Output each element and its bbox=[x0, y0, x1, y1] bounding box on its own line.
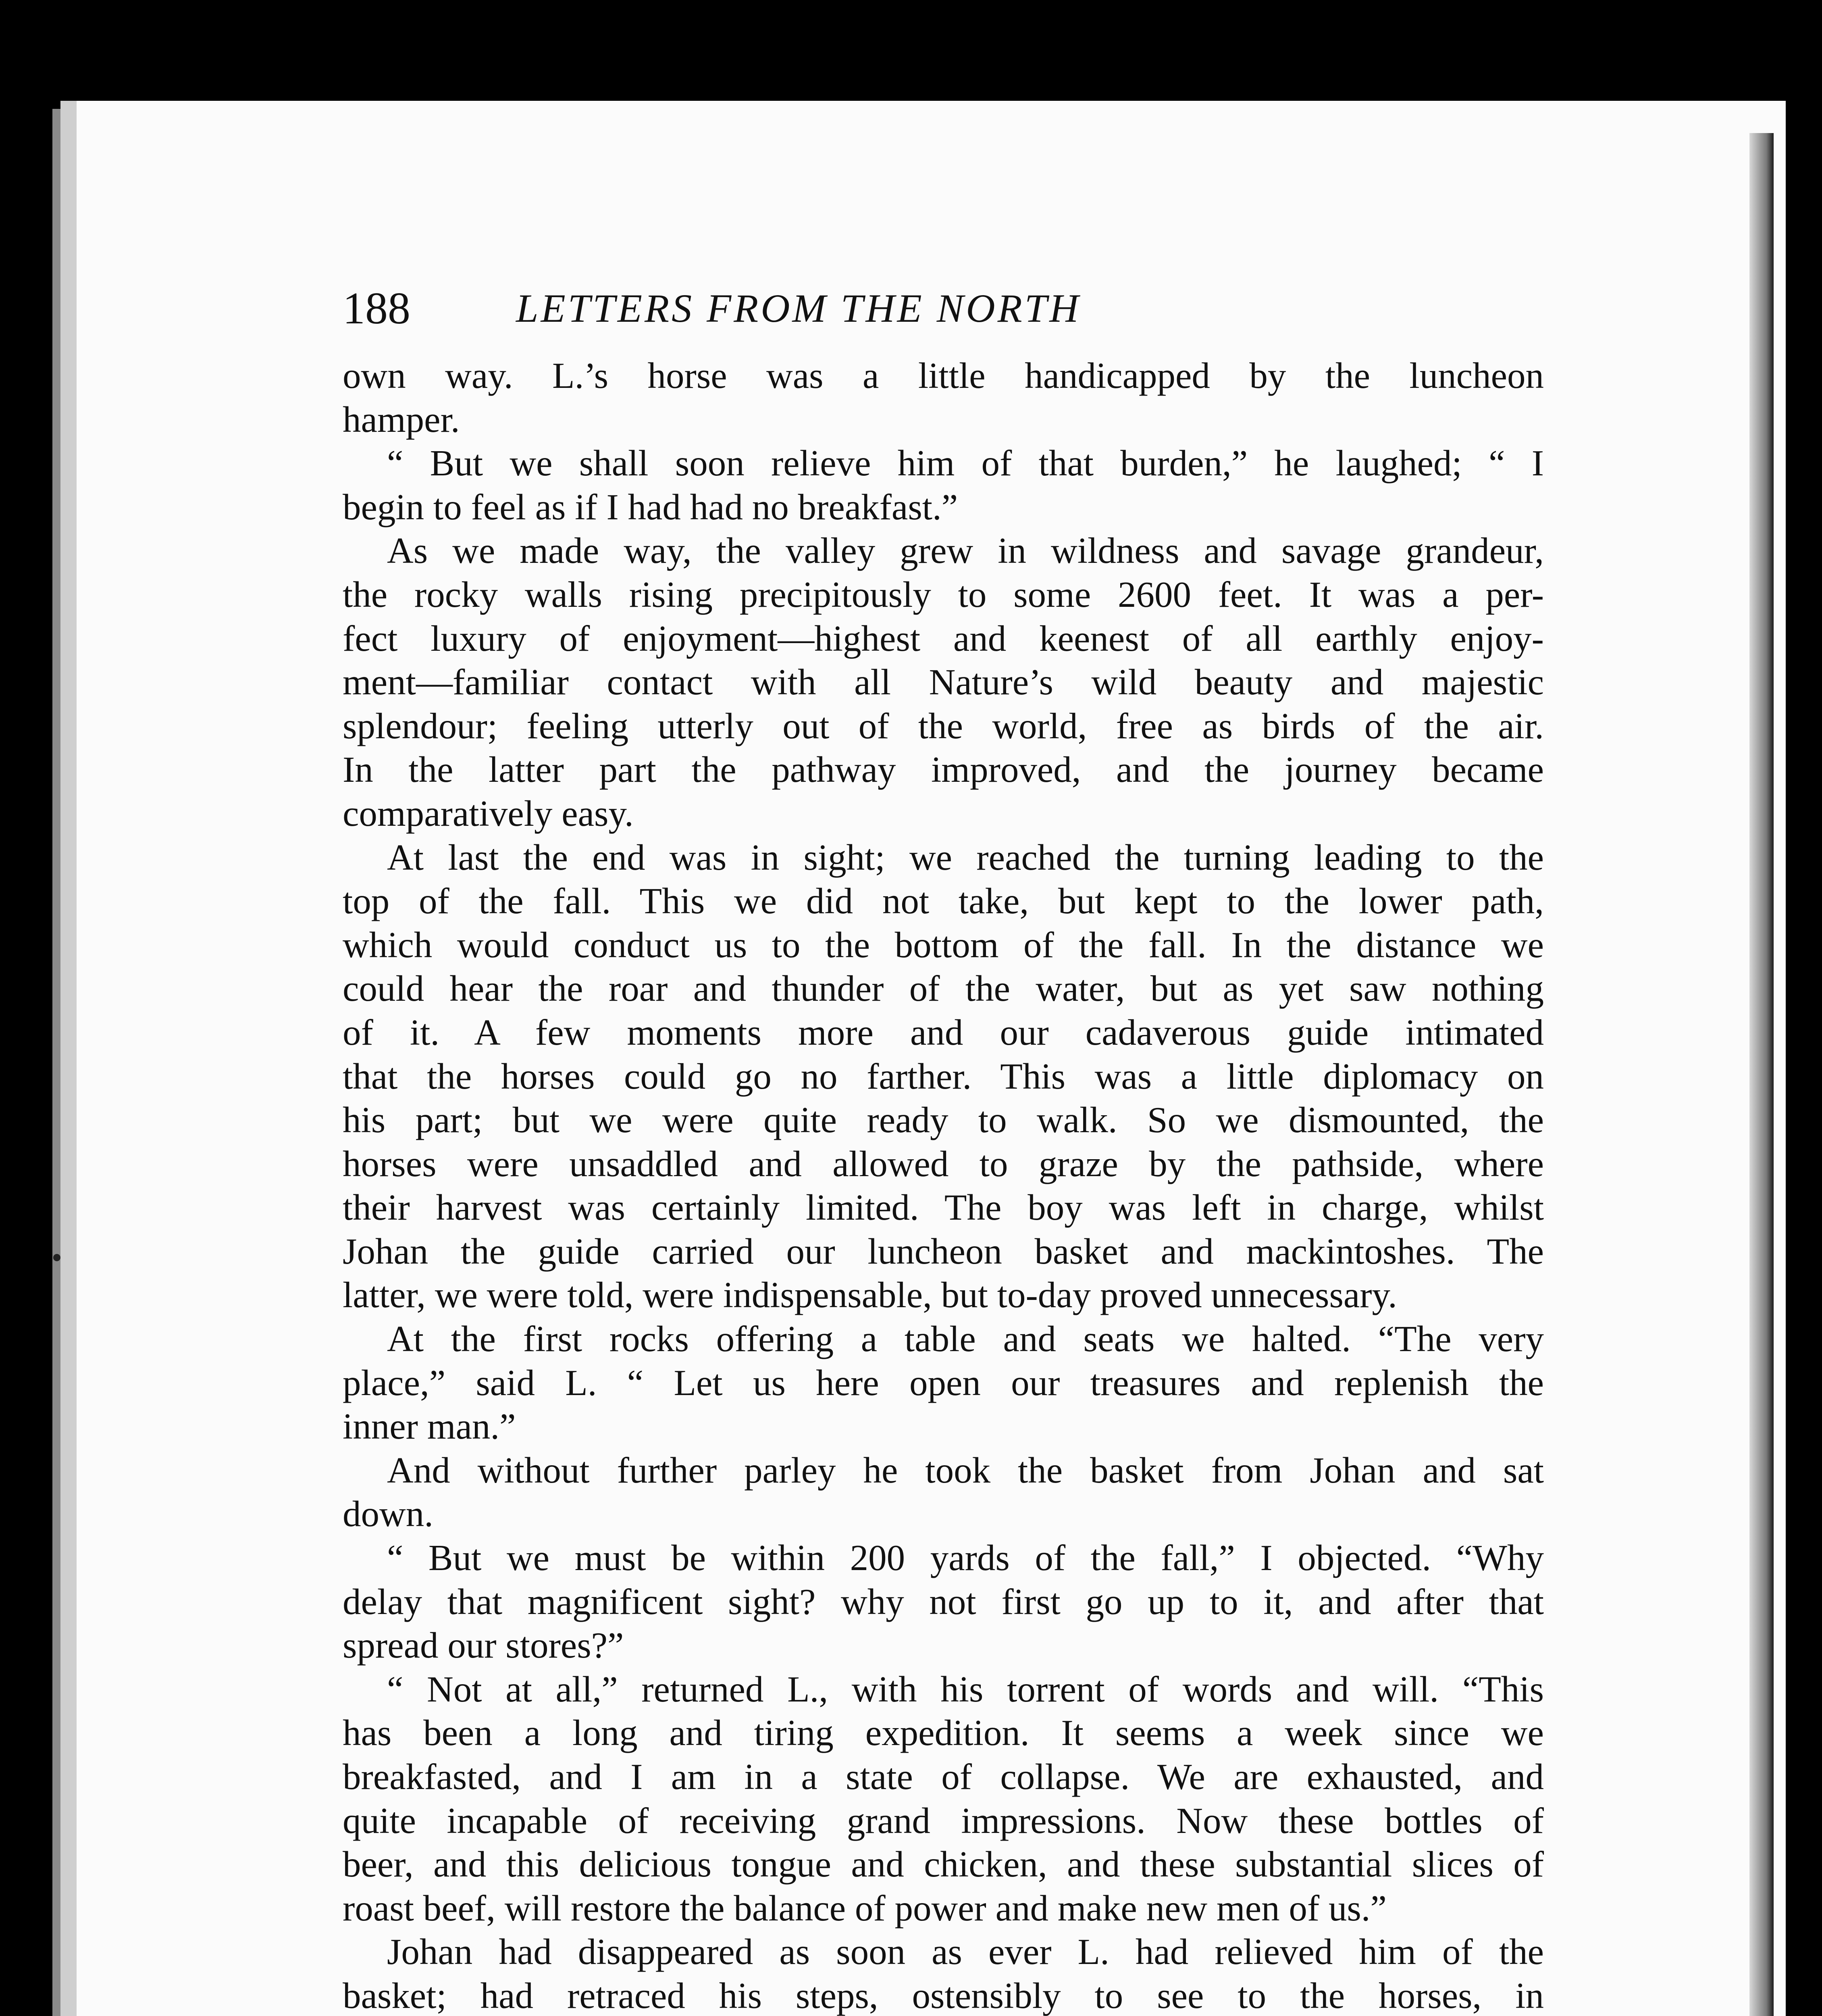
text-line: “ But we shall soon relieve him of that burden,” he laughed; “ I bbox=[387, 443, 1544, 484]
text-line: of it. A few moments more and our cadaverous guide intimated bbox=[343, 1012, 1544, 1053]
text-line: delay that magnificent sight? why not first go up to it, and after that bbox=[343, 1581, 1544, 1622]
text-line: begin to feel as if I had had no breakfast.” bbox=[343, 486, 958, 527]
text-line: “ But we must be within 200 yards of the fall,” I objected. “Why bbox=[387, 1537, 1544, 1579]
text-line: that the horses could go no farther. This was a little diplomacy on bbox=[343, 1056, 1544, 1097]
text-line: Johan the guide carried our luncheon basket and mackintoshes. The bbox=[343, 1231, 1544, 1272]
text-line: the rocky walls rising precipitously to some 2600 feet. It was a per- bbox=[343, 574, 1544, 615]
text-line: his part; but we were quite ready to walk. So we dismounted, the bbox=[343, 1100, 1544, 1141]
text-line: comparatively easy. bbox=[343, 793, 634, 834]
text-line: horses were unsaddled and allowed to graze by the pathside, where bbox=[343, 1143, 1544, 1184]
page-header bbox=[343, 278, 1544, 339]
text-line: spread our stores?” bbox=[343, 1625, 624, 1666]
text-line: splendour; feeling utterly out of the world, free as birds of the air. bbox=[343, 705, 1544, 746]
text-line: roast beef, will restore the balance of power and make new men of us.” bbox=[343, 1887, 1387, 1929]
text-line: hamper. bbox=[343, 399, 460, 440]
text-line: ment—familiar contact with all Nature’s wild beauty and majestic bbox=[343, 662, 1544, 703]
page-edge-left bbox=[52, 109, 60, 2016]
text-line: their harvest was certainly limited. The boy was left in charge, whilst bbox=[343, 1187, 1544, 1228]
text-line: has been a long and tiring expedition. It seems a week since we bbox=[343, 1712, 1544, 1754]
text-line: down. bbox=[343, 1493, 433, 1535]
text-line: top of the fall. This we did not take, but kept to the lower path, bbox=[343, 881, 1544, 922]
text-line: could hear the roar and thunder of the water, but as yet saw nothing bbox=[343, 968, 1544, 1009]
text-line: As we made way, the valley grew in wildness and savage grandeur, bbox=[387, 530, 1544, 571]
text-line: quite incapable of receiving grand impressions. Now these bottles of bbox=[343, 1800, 1544, 1841]
text-line: “ Not at all,” returned L., with his torrent of words and will. “This bbox=[387, 1668, 1544, 1710]
body-text bbox=[343, 354, 1544, 2016]
text-line: Johan had disappeared as soon as ever L. had relieved him of the bbox=[387, 1931, 1544, 1972]
text-line: latter, we were told, were indispensable, but to-day proved unnecessary. bbox=[343, 1275, 1397, 1316]
text-line: beer, and this delicious tongue and chicken, and these substantial slices of bbox=[343, 1844, 1544, 1885]
page-number: 188 bbox=[343, 283, 410, 333]
running-title: LETTERS FROM THE NORTH bbox=[516, 286, 1081, 331]
page-edge-right bbox=[1749, 133, 1774, 2016]
text-line: fect luxury of enjoyment—highest and keenest of all earthly enjoy- bbox=[343, 618, 1544, 659]
text-line: basket; had retraced his steps, ostensibly to see to the horses, in bbox=[343, 1975, 1544, 2016]
text-line: In the latter part the pathway improved, and the journey became bbox=[343, 749, 1544, 790]
text-line: And without further parley he took the basket from Johan and sat bbox=[387, 1450, 1544, 1491]
text-line: own way. L.’s horse was a little handicapped by the luncheon bbox=[343, 355, 1544, 396]
text-line: breakfasted, and I am in a state of collapse. We are exhausted, and bbox=[343, 1756, 1544, 1797]
text-line: At last the end was in sight; we reached the turning leading to the bbox=[387, 837, 1544, 878]
text-line: which would conduct us to the bottom of the fall. In the distance we bbox=[343, 924, 1544, 965]
text-line: place,” said L. “ Let us here open our treasures and replenish the bbox=[343, 1362, 1544, 1403]
margin-speck bbox=[53, 1254, 60, 1261]
text-line: At the first rocks offering a table and seats we halted. “The very bbox=[387, 1318, 1544, 1360]
text-line: inner man.” bbox=[343, 1406, 516, 1447]
